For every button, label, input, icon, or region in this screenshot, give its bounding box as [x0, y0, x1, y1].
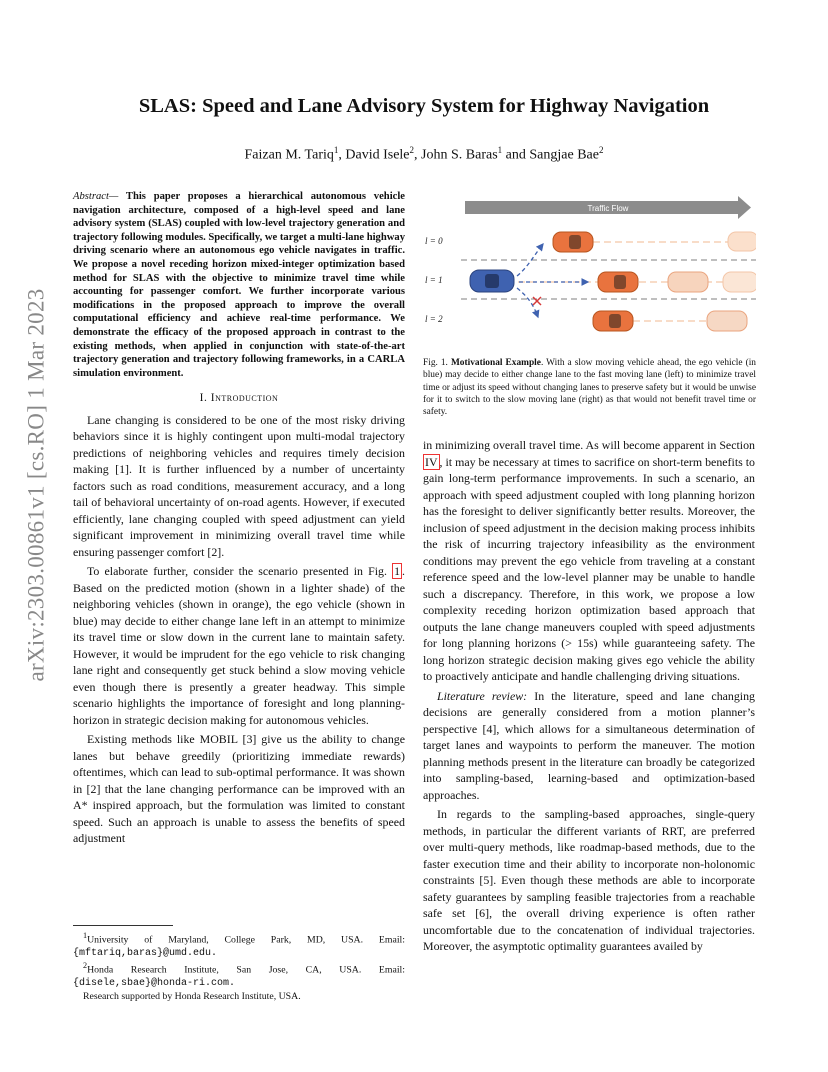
author-affiliation-mark: 2 [598, 145, 604, 155]
author-name: David Isele [345, 147, 410, 163]
footnote-text: Honda Research Institute, San Jose, CA, USA. Email: [87, 964, 405, 976]
footnote-mark: 1 [83, 931, 88, 940]
unwise-maneuver-marker [533, 297, 541, 305]
footnote-1 [73, 930, 405, 960]
orange-vehicle-lane-1 [598, 272, 638, 292]
abstract-text: This paper proposes a hierarchical autonomous vehicle navigation architecture, composed of a high-level speed and lane advisory system (SLAS) coupled with low-level trajectory generation and trajectory following modules. Specifically, we target a multi-lane highway driving scenario where an autonomous ego vehicle navigates in traffic. We propose a novel receding horizon mixed-integer optimization based method for SLAS with the objective to minimize travel time while accounting for passenger comfort. We further incorporate various modifications in the proposed approach to improve the overall computational efficiency and achieve real-time performance. We demonstrate the efficacy of the proposed approach in contrast to the existing methods, when applied in conjunction with state-of-the-art trajectory generation and trajectory following frameworks, in a CARLA simulation environment. [73, 191, 405, 379]
predicted-vehicle [728, 232, 756, 251]
lane-label-0: l = 0 [425, 236, 443, 246]
author-affiliation-mark: 2 [409, 145, 415, 155]
intro-paragraph-3: Existing methods like MOBIL [3] give us the ability to change lanes but behave greedily (prioritizing immediate rewards) oftentimes, which can lead to sub-optimal performance. It was shown in [2] that the lane changing performance can be improved with an A* inspired approach, but the formulation was limited to constant speed. Such an approach is unable to assess the benefits of speed adjustment [73, 732, 405, 846]
ego-vehicle [470, 270, 514, 292]
traffic-scenario-diagram [423, 192, 756, 348]
literature-review-paragraph [423, 688, 755, 804]
traffic-flow-label: Traffic Flow [587, 204, 629, 213]
figure-caption [423, 357, 756, 418]
traffic-flow-arrow [465, 196, 751, 219]
author-name: Sangjae Bae [529, 147, 599, 163]
paragraph-text: In the literature, speed and lane changing decisions are generally considered from a motion planner’s perspective [4], which allows for a simultaneous determination of target lanes and waypoints to perform the maneuver. The motion planning methods present in the literature can broadly be categorized into sampling-based, learning-based and optimization-based approaches. [423, 688, 756, 802]
paragraph-text: To elaborate further, consider the scenario presented in Fig. [87, 564, 393, 579]
figure-1 [423, 192, 756, 348]
caption-text: . With a slow moving vehicle ahead, the ego vehicle (in blue) may decide to either change lane to the fast moving lane (left) to minimize travel time or adjust its speed without changing lanes to preserve safety but it would be unwise for it to switch to the slow moving lane (right) as that would not benefit travel time or safety. [423, 358, 756, 418]
section-reference-link[interactable]: IV [425, 454, 438, 469]
author-name: John S. Baras [421, 147, 498, 163]
footnote-mark: 2 [83, 961, 88, 971]
email-address: {disele,sbae}@honda-ri.com. [73, 978, 236, 990]
intro-paragraph-1: Lane changing is considered to be one of the most risky driving behaviors since it is highly contingent upon multi-modal trajectory predictions of neighboring vehicles and requires timely decision making [1]. It is further influenced by a number of uncertainty factors such as road conditions, measurement accuracy, and a long tail of behavioral uncertainty of on-road agents. However, if executed efficiently, lane changing coupled with speed adjustment can yield significant improvement in minimizing overall travel time while ensuring passenger comfort [2]. [73, 412, 405, 559]
paper-title: SLAS: Speed and Lane Advisory System for Highway Navigation [138, 95, 710, 117]
decision-arrows [517, 244, 588, 317]
section-title: Introduction [210, 392, 279, 405]
author-affiliation-mark: 1 [333, 145, 339, 155]
footnote-text: University of Maryland, College Park, MD, USA. Email: [87, 934, 405, 946]
section-heading [73, 390, 405, 407]
footnote-3: Research supported by Honda Research Institute, USA. [83, 990, 301, 1002]
author-affiliation-mark: 1 [497, 145, 503, 155]
section-number: I. [199, 392, 208, 405]
caption-label: Fig. 1. [423, 358, 448, 368]
arxiv-identifier-text: arXiv:2303.00861v1 [cs.RO] 1 Mar 2023 [24, 288, 50, 682]
caption-title: Motivational Example [450, 358, 541, 368]
left-column [73, 190, 405, 850]
figure-reference-link[interactable]: 1 [394, 564, 401, 579]
footnote-rule [73, 925, 173, 926]
orange-vehicle-lane-0 [553, 232, 593, 252]
literature-review-lead: Literature review: [437, 688, 528, 703]
email-address: {mftariq,baras}@umd.edu. [73, 947, 218, 959]
paragraph-text: , it may be necessary at times to sacrifice on short-term benefits to gain long-term performance improvements. In such a scenario, an approach with speed adjustment coupled with long planning horizon has the foresight to deliver significantly better results. Moreover, the inclusion of speed adjustment in the decision making process inhibits the risk of incurring trajectory infeasibility as the environment conditions may prevent the ego vehicle from traveling at a constant reference speed and the low-level planner may be unable to handle such a discrepancy. Therefore, in this work, we propose a low complexity receding horizon optimization based approach that outputs the lane change maneuvers coupled with speed adjustments for long planning horizons (> 15s) while guaranteeing safety. The long horizon strategic decision making gives ego vehicle the ability to proactively anticipate and handle challenging driving situations. [423, 454, 755, 683]
author-list: Faizan M. Tariq$^1$, David Isele$^2$, John S. Baras$^1$ and Sangjae Bae$^2$ [244, 145, 604, 163]
paragraph-text: in minimizing overall travel time. As will become apparent in Section [423, 438, 755, 452]
right-paragraph-3: In regards to the sampling-based approaches, single-query methods, in particular the different variants of RRT, are preferred over multi-query methods, like roadmap-based methods, due to the faster execution time and their ability to incorporate non-holonomic constraints [5]. Even though these methods are able to incorporate safety guarantees by sampling feasible trajectories from a reachable safe set [6], the overall driving experience is often rather uncomfortable due to the concatenation of individual trajectories. Moreover, the asymptotic optimality guarantees availed by [423, 807, 755, 953]
footnote-2 [73, 960, 405, 990]
author-name: Faizan M. Tariq [244, 147, 334, 163]
predicted-vehicle [707, 311, 747, 331]
intro-paragraph-2 [73, 563, 405, 728]
paragraph-text: . Based on the predicted motion (shown in a lighter shade) of the neighboring vehicles (shown in orange), the ego vehicle (shown in blue) may decide to either change lane left in an attempt to minimize its travel time or slow down in the current lane to maintain safety. However, it would be imprudent for the ego vehicle to risk changing lane right and consequently get stuck behind a slow moving vehicle even though there is presently a greater headway. This simple scenario highlights the importance of foresight and long planning-horizon in strategic decision making for autonomous vehicles. [73, 564, 405, 727]
arxiv-identifier [17, 285, 57, 685]
right-paragraph-1 [423, 437, 755, 685]
orange-vehicle-lane-2 [593, 311, 633, 331]
footnotes [73, 925, 405, 1003]
lane-label-2: l = 2 [425, 314, 443, 324]
abstract: Abstract— This paper proposes a hierarchical autonomous vehicle navigation architecture, composed of a high-level speed and lane advisory system (SLAS) coupled with low-level trajectory generation and trajectory following modules. Specifically, we target a multi-lane highway driving scenario where an autonomous ego vehicle navigates in traffic. We propose a novel receding horizon mixed-integer optimization based method for SLAS with the objective to minimize travel time while accounting for passenger comfort. We further incorporate various modifications in the proposed approach to improve the overall computational efficiency and achieve real-time performance. We demonstrate the efficacy of the proposed approach in contrast to the existing methods, when applied in conjunction with state-of-the-art trajectory generation and trajectory following frameworks, in a CARLA simulation environment. [73, 191, 405, 379]
abstract-label: Abstract [73, 191, 109, 202]
lane-label-1: l = 1 [425, 275, 443, 285]
right-column [423, 437, 755, 958]
